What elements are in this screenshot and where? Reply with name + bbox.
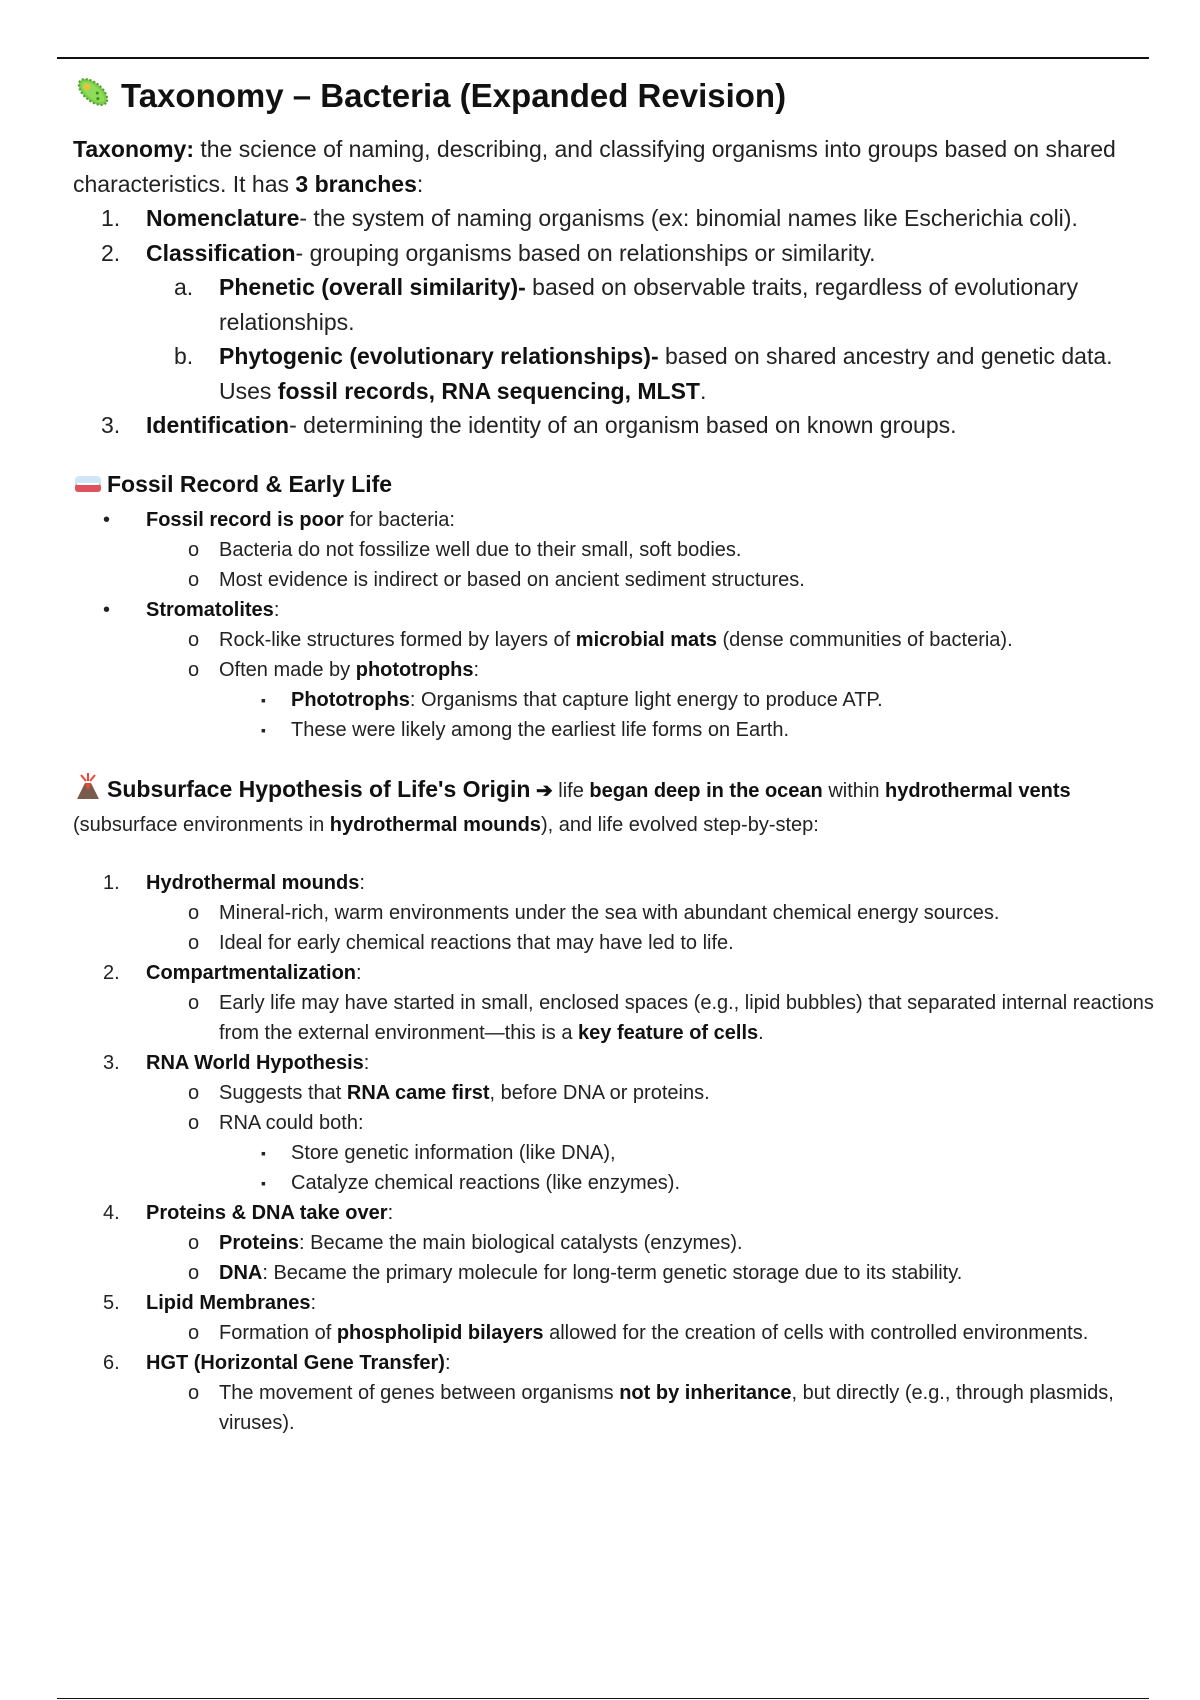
text-run: ), and life evolved step-by-step: [540, 813, 819, 836]
list-item-level-2 [73, 1258, 1163, 1288]
list-marker: o [188, 658, 200, 681]
list-item-level-2 [73, 1378, 1163, 1438]
list-item-level-3 [73, 685, 1163, 715]
list-item-level-3 [73, 1138, 1163, 1168]
list-marker: • [103, 508, 111, 531]
bold-text-run: Phytogenic (evolutionary relationships)- [219, 343, 659, 369]
list-marker: b. [174, 343, 194, 369]
text-run: Ideal for early chemical reactions that may have led to life. [219, 931, 734, 954]
volcano-icon [73, 771, 103, 810]
list-item-level-3 [73, 715, 1163, 745]
bold-text-run: phospholipid bilayers [336, 1321, 544, 1344]
list-marker: ▪ [261, 691, 266, 708]
bottom-border-rule [57, 1698, 1149, 1699]
text-run: based on shared ancestry and genetic data. Uses [219, 343, 1113, 404]
text-run: : [310, 1291, 317, 1314]
section-2 [73, 469, 1163, 745]
text-run: (subsurface environments in [73, 813, 330, 836]
section-heading [73, 771, 1163, 840]
list-marker: o [188, 1321, 200, 1344]
list-marker: 1. [101, 205, 121, 231]
text-run: : [416, 170, 424, 197]
list-marker: o [188, 1231, 200, 1254]
list-item-level-2 [73, 655, 1163, 685]
bold-text-run: not by inheritance [619, 1381, 792, 1404]
text-run: , before DNA or proteins. [489, 1081, 710, 1104]
list-marker: 2. [101, 239, 121, 266]
list-marker: o [188, 1081, 200, 1104]
section-1 [73, 132, 1163, 443]
list-item-level-2 [73, 270, 1163, 339]
text-run: : [273, 598, 280, 621]
text-run: Bacteria do not fossilize well due to their small, soft bodies. [219, 538, 742, 561]
list-marker: 3. [103, 1051, 120, 1074]
petri-dish-icon [73, 470, 103, 505]
spacer [73, 840, 1163, 868]
bold-text-run: Identification [146, 412, 290, 438]
text-run: within [822, 779, 886, 802]
list-marker: o [188, 538, 200, 561]
bold-text-run: RNA World Hypothesis [146, 1051, 364, 1074]
list-marker: 3. [101, 412, 121, 438]
list-marker: ▪ [261, 1144, 266, 1161]
bold-text-run: Taxonomy: [73, 136, 194, 162]
list-item-level-3 [73, 1168, 1163, 1198]
list-marker: 6. [103, 1351, 120, 1374]
text-run: : [387, 1201, 394, 1224]
bold-text-run: Phototrophs [291, 688, 410, 711]
text-run: Rock-like structures formed by layers of [219, 628, 576, 651]
list-marker: o [188, 1381, 200, 1404]
text-run: - the system of naming organisms (ex: binomial names like Escherichia coli). [299, 205, 1078, 231]
text-run: Mineral-rich, warm environments under the sea with abundant chemical energy sources. [219, 901, 1000, 924]
list-marker: o [188, 1261, 200, 1284]
text-run: : Organisms that capture light energy to produce ATP. [409, 688, 883, 711]
text-run: , but directly (e.g., through plasmids, viruses). [219, 1381, 1114, 1434]
bold-text-run: RNA came first [346, 1081, 490, 1104]
text-run: . [699, 377, 707, 404]
text-run: Early life may have started in small, enclosed spaces (e.g., lipid bubbles) that separated internal reactions from the external environment—this is a [219, 991, 1154, 1044]
list-marker: 2. [103, 961, 120, 984]
text-run: : [359, 871, 365, 894]
bold-text-run: Proteins & DNA take over [146, 1201, 388, 1224]
text-run: Often made by [219, 658, 356, 681]
bold-text-run: key feature of cells [578, 1021, 759, 1044]
bold-text-run: DNA [219, 1261, 263, 1284]
title-text: Taxonomy – Bacteria (Expanded Revision) [121, 77, 787, 114]
document-title [73, 72, 1163, 120]
top-border-rule [57, 57, 1149, 59]
text-run: . [758, 1021, 764, 1044]
list-item-level-1 [73, 868, 1163, 898]
text-run: Formation of [219, 1321, 337, 1344]
bold-text-run: Fossil record is poor [146, 508, 344, 531]
bold-text-run: Hydrothermal mounds [146, 871, 360, 894]
bold-text-run: hydrothermal vents [885, 779, 1071, 802]
list-item-level-2 [73, 928, 1163, 958]
text-run: the science of naming, describing, and classifying organisms into groups based on shared characteristics. It has [73, 136, 1116, 197]
text-run: for bacteria: [343, 508, 455, 531]
text-run: allowed for the creation of cells with controlled environments. [543, 1321, 1089, 1344]
list-item-level-1 [73, 1198, 1163, 1228]
text-run: : [363, 1051, 370, 1074]
text-run: The movement of genes between organisms [219, 1381, 620, 1404]
bold-text-run: Classification [146, 239, 296, 266]
list-item-level-1 [73, 505, 1163, 535]
list-item-level-2 [73, 898, 1163, 928]
list-item-level-2 [73, 1078, 1163, 1108]
list-marker: o [188, 991, 200, 1014]
bold-text-run: Compartmentalization [146, 961, 357, 984]
text-run: Suggests that [219, 1081, 347, 1104]
text-run: : Became the main biological catalysts (enzymes). [299, 1231, 743, 1254]
text-run: Catalyze chemical reactions (like enzymes). [291, 1171, 681, 1194]
section-heading-text: Subsurface Hypothesis of Life's Origin [107, 775, 531, 802]
list-item-level-1 [73, 408, 1163, 443]
intro-paragraph [73, 132, 1163, 201]
list-item-level-1 [73, 595, 1163, 625]
list-marker: o [188, 628, 200, 651]
bold-text-run: 3 branches [295, 170, 417, 197]
list-item-level-2 [73, 625, 1163, 655]
text-run: : [356, 961, 362, 984]
text-run: - grouping organisms based on relationships or similarity. [295, 239, 876, 266]
bold-text-run: microbial mats [575, 628, 717, 651]
section-heading-text: Fossil Record & Early Life [107, 470, 393, 497]
text-run: : [473, 658, 480, 681]
bold-text-run: hydrothermal mounds [329, 813, 541, 836]
list-item-level-1 [73, 201, 1163, 236]
text-run: : [444, 1351, 451, 1374]
text-run: Store genetic information (like DNA), [291, 1141, 616, 1164]
section-heading [73, 469, 1163, 505]
list-item-level-2 [73, 988, 1163, 1048]
list-item-level-2 [73, 1318, 1163, 1348]
list-item-level-2 [73, 535, 1163, 565]
text-run: : Became the primary molecule for long-term genetic storage due to its stability. [262, 1261, 963, 1284]
text-run: Most evidence is indirect or based on ancient sediment structures. [219, 568, 805, 591]
bold-text-run: fossil records, RNA sequencing, MLST [277, 377, 700, 404]
list-item-level-2 [73, 1228, 1163, 1258]
bold-text-run: Phenetic (overall similarity)- [219, 274, 526, 300]
list-marker: 4. [103, 1201, 120, 1224]
list-item-level-1 [73, 1348, 1163, 1378]
list-item-level-2 [73, 1108, 1163, 1138]
list-item-level-1 [73, 958, 1163, 988]
microbe-icon [73, 72, 113, 120]
text-run: RNA could both: [219, 1111, 364, 1134]
text-run: based on observable traits, regardless of evolutionary relationships. [219, 274, 1079, 335]
bold-text-run: phototrophs [355, 658, 474, 681]
bold-text-run: Stromatolites [146, 598, 274, 621]
bold-text-run: ➔ [530, 779, 559, 802]
list-item-level-1 [73, 1048, 1163, 1078]
list-marker: • [103, 598, 111, 621]
bold-text-run: HGT (Horizontal Gene Transfer) [146, 1351, 445, 1374]
section-3 [73, 771, 1163, 1438]
list-marker: ▪ [261, 1174, 266, 1191]
document-body [73, 72, 1163, 1464]
list-marker: o [188, 1111, 200, 1134]
list-marker: o [188, 568, 200, 591]
bold-text-run: Lipid Membranes [146, 1291, 311, 1314]
list-marker: ▪ [261, 721, 266, 738]
list-item-level-1 [73, 236, 1163, 271]
list-marker: 5. [103, 1291, 120, 1314]
list-marker: o [188, 901, 200, 924]
bold-text-run: Proteins [219, 1231, 300, 1254]
text-run: life [558, 779, 590, 802]
text-run: These were likely among the earliest life forms on Earth. [291, 718, 789, 741]
bold-text-run: Nomenclature [146, 205, 300, 231]
list-marker: 1. [103, 871, 120, 894]
text-run: - determining the identity of an organism based on known groups. [289, 412, 957, 438]
list-marker: o [188, 931, 200, 954]
list-marker: a. [174, 274, 194, 300]
list-item-level-2 [73, 565, 1163, 595]
list-item-level-1 [73, 1288, 1163, 1318]
list-item-level-2 [73, 339, 1163, 408]
text-run: (dense communities of bacteria). [716, 628, 1013, 651]
bold-text-run: began deep in the ocean [589, 779, 823, 802]
